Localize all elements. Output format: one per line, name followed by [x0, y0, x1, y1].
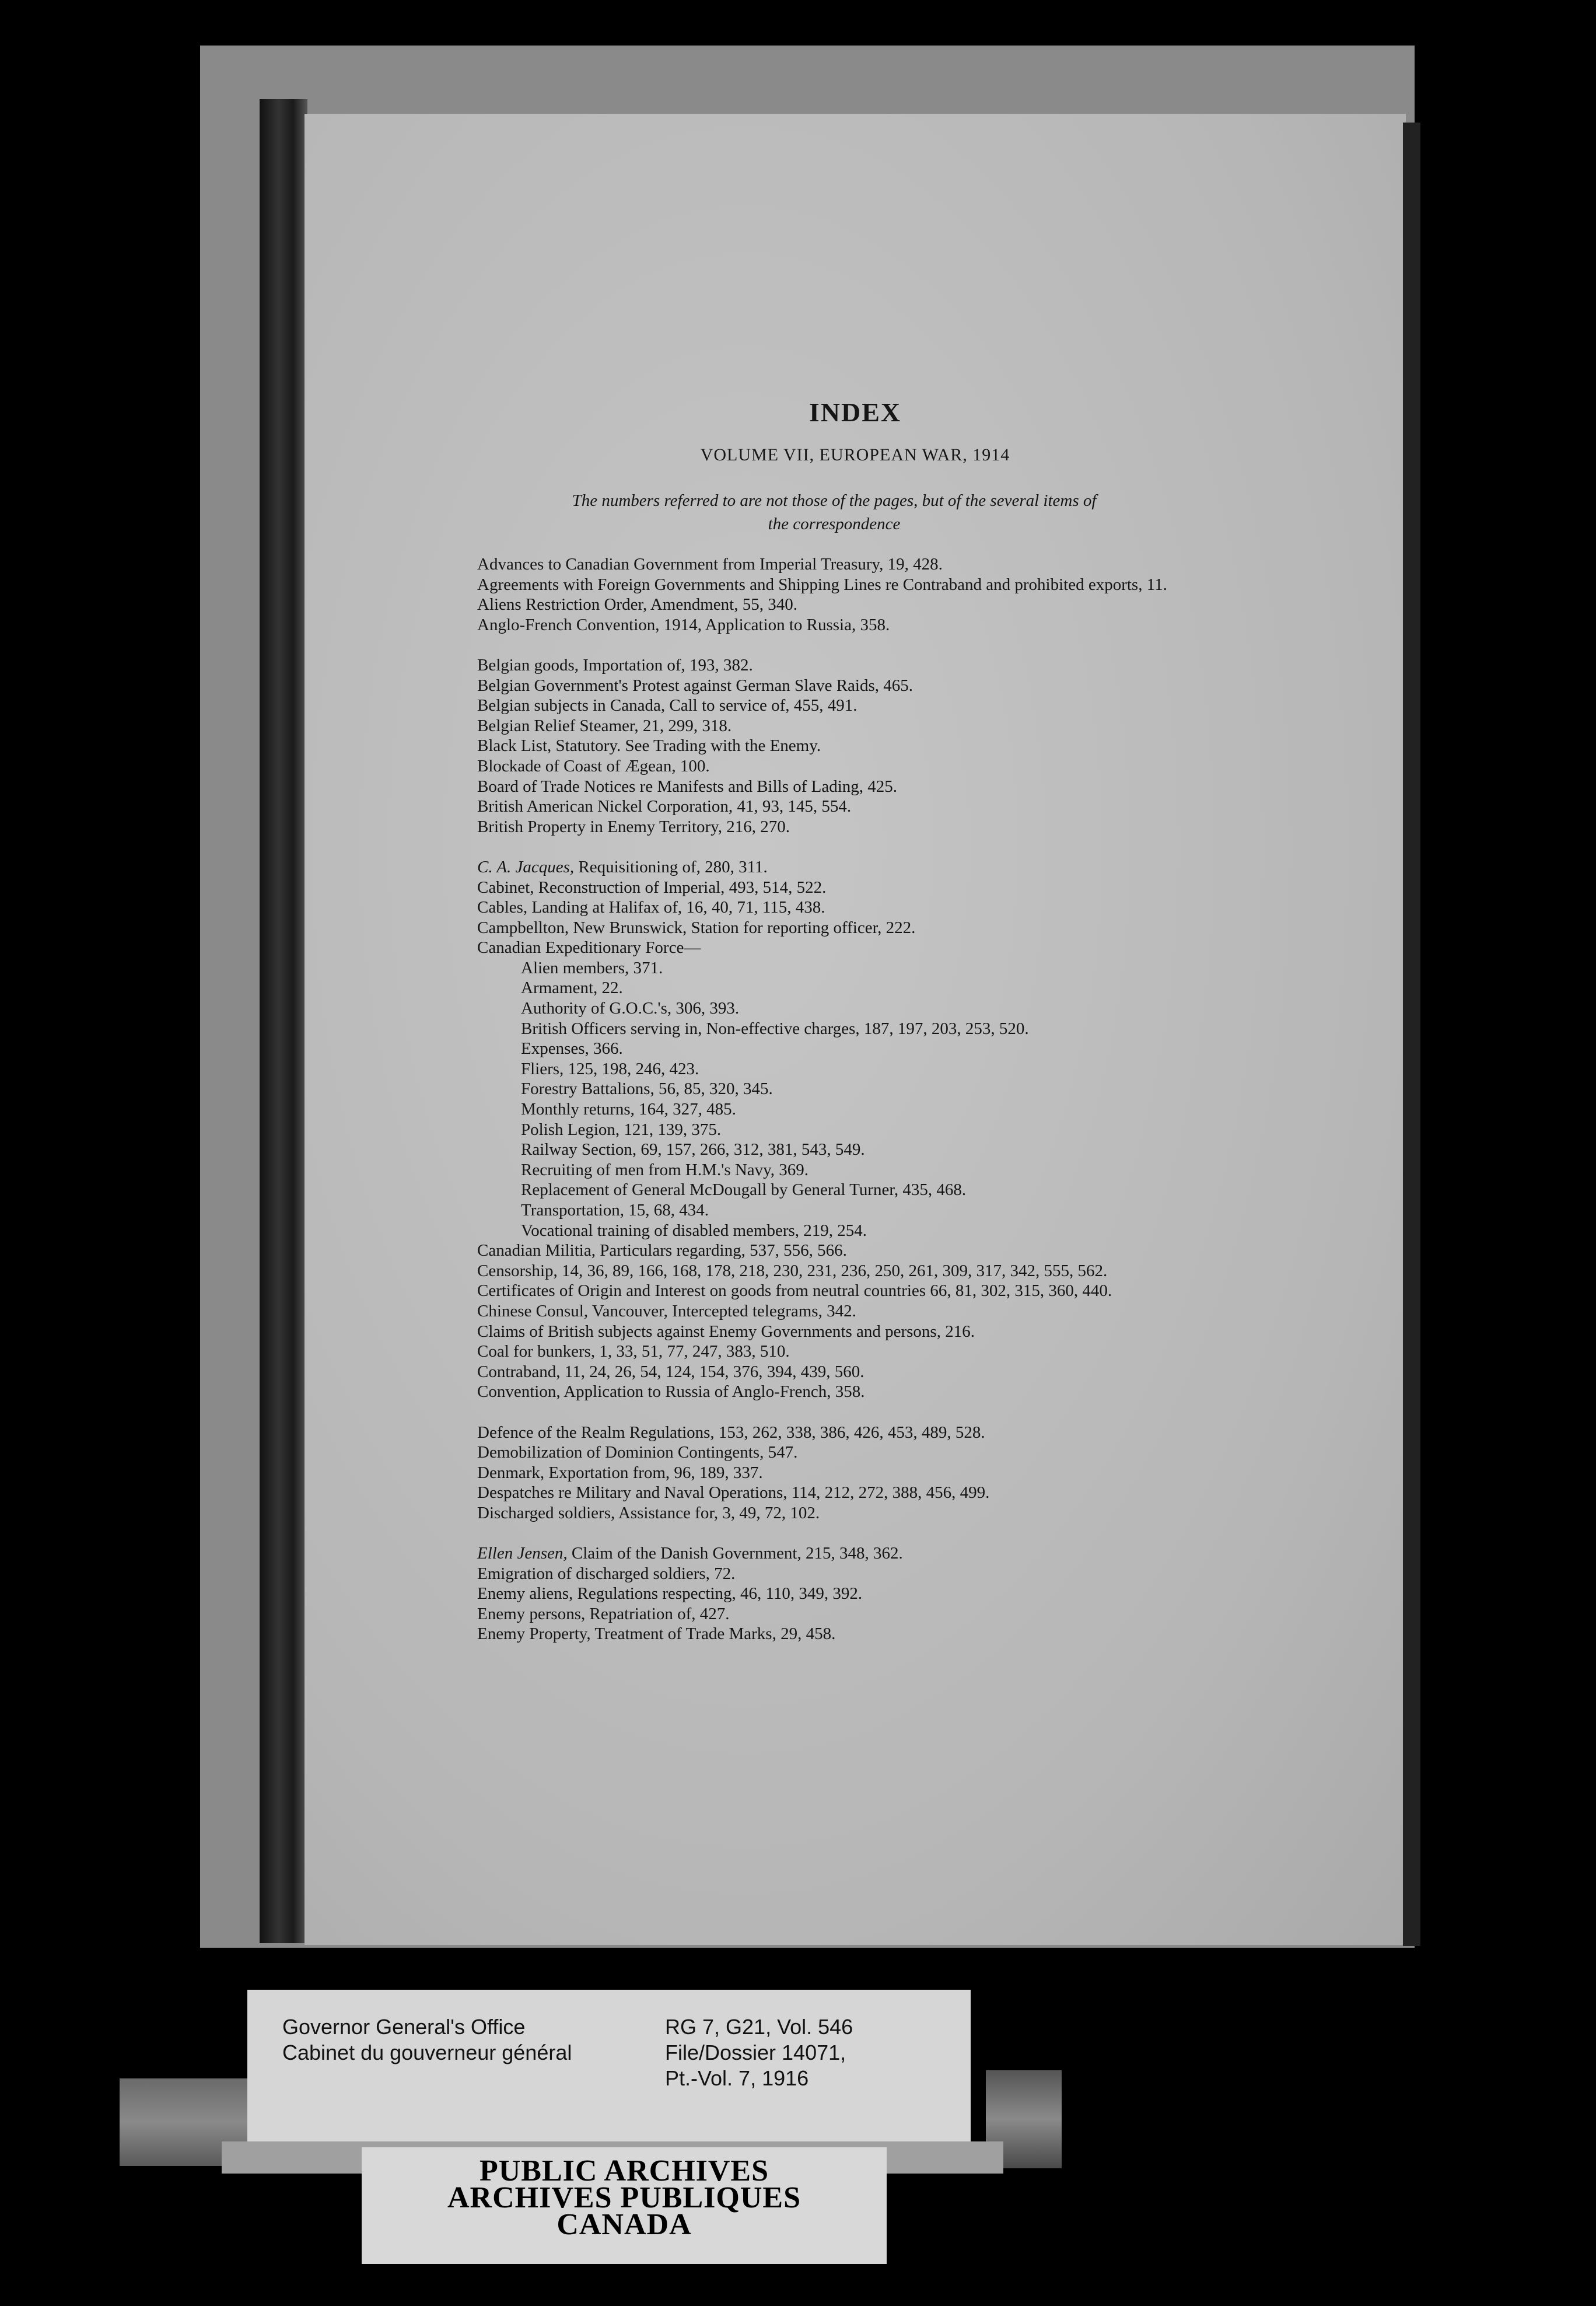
stamp-line: ARCHIVES PUBLIQUES	[447, 2181, 802, 2214]
index-entry: Demobilization of Dominion Contingents, 547.	[477, 1443, 798, 1462]
index-subentry: Railway Section, 69, 157, 266, 312, 381, 543, 549.	[521, 1140, 865, 1159]
index-subentry: Recruiting of men from H.M.'s Navy, 369.	[521, 1160, 809, 1179]
index-entry: Despatches re Military and Naval Operations, 114, 212, 272, 388, 456, 499.	[477, 1483, 990, 1503]
index-entry: Advances to Canadian Government from Imperial Treasury, 19, 428.	[477, 555, 943, 574]
index-list	[477, 554, 1230, 1644]
index-entry	[477, 857, 1230, 878]
index-entry: Black List, Statutory. See Trading with the Enemy.	[477, 736, 821, 756]
index-entry: Belgian subjects in Canada, Call to service of, 455, 491.	[477, 696, 858, 715]
index-entry: Certificates of Origin and Interest on goods from neutral countries 66, 81, 302, 315, 360, 440.	[477, 1281, 1112, 1301]
index-subtitle: VOLUME VII, EUROPEAN WAR, 1914	[700, 445, 1010, 464]
index-note-line: the correspondence	[768, 515, 901, 533]
index-entry: Belgian goods, Importation of, 193, 382.	[477, 655, 753, 675]
index-entry: Discharged soldiers, Assistance for, 3, 49, 72, 102.	[477, 1503, 820, 1522]
index-entry: Coal for bunkers, 1, 33, 51, 77, 247, 383, 510.	[477, 1342, 790, 1361]
index-entry: Enemy persons, Repatriation of, 427.	[477, 1604, 730, 1623]
index-entry: Claims of British subjects against Enemy Governments and persons, 216.	[477, 1322, 975, 1341]
index-subentry: Forestry Battalions, 56, 85, 320, 345.	[521, 1079, 773, 1099]
index-subentry: Transportation, 15, 68, 434.	[521, 1201, 709, 1220]
index-title: INDEX	[808, 397, 902, 427]
index-subentry: British Officers serving in, Non-effective charges, 187, 197, 203, 253, 520.	[521, 1019, 1029, 1038]
index-entry: Cabinet, Reconstruction of Imperial, 493, 514, 522.	[477, 878, 827, 897]
entry-rest: Claim of the Danish Government, 215, 348, 362.	[567, 1544, 903, 1563]
index-entry: Convention, Application to Russia of Anglo-French, 358.	[477, 1382, 865, 1402]
index-entry: Censorship, 14, 36, 89, 166, 168, 178, 218, 230, 231, 236, 250, 261, 309, 317, 342, 555, 562.	[477, 1261, 1108, 1280]
label-office	[282, 2014, 572, 2066]
index-entry: Aliens Restriction Order, Amendment, 55, 340.	[477, 595, 797, 614]
entry-italic-name: Ellen Jensen,	[477, 1544, 568, 1563]
archive-reference-label	[247, 1990, 971, 2141]
stamp-line: CANADA	[556, 2208, 692, 2241]
index-subentry: Armament, 22.	[521, 979, 623, 998]
index-entry: Belgian Government's Protest against German Slave Raids, 465.	[477, 676, 914, 695]
index-subentry: Fliers, 125, 198, 246, 423.	[521, 1059, 699, 1078]
index-entry: Defence of the Realm Regulations, 153, 262, 338, 386, 426, 453, 489, 528.	[477, 1423, 985, 1442]
index-entry: Denmark, Exportation from, 96, 189, 337.	[477, 1463, 763, 1482]
index-note	[473, 489, 1196, 536]
index-entry: British Property in Enemy Territory, 216, 270.	[477, 817, 790, 836]
page-right-edge	[1403, 123, 1420, 1946]
stamp-line: PUBLIC ARCHIVES	[479, 2154, 769, 2188]
index-entry	[477, 1543, 1230, 1564]
index-note-line: The numbers referred to are not those of the pages, but of the several items of	[572, 491, 1097, 510]
index-entry: Agreements with Foreign Governments and Shipping Lines re Contraband and prohibited exports, 11.	[477, 575, 1167, 594]
index-subentry: Vocational training of disabled members, 219, 254.	[521, 1221, 867, 1240]
entry-rest: Requisitioning of, 280, 311.	[574, 857, 768, 876]
index-entry: Cables, Landing at Halifax of, 16, 40, 71, 115, 438.	[477, 898, 825, 917]
index-subentry: Polish Legion, 121, 139, 375.	[521, 1120, 722, 1139]
label-ref-line: RG 7, G21, Vol. 546	[665, 2015, 853, 2039]
index-entry: Canadian Militia, Particulars regarding, 537, 556, 566.	[477, 1241, 847, 1260]
label-reference	[665, 2014, 853, 2091]
page-binding-shadow	[260, 99, 307, 1943]
index-entry: Campbellton, New Brunswick, Station for reporting officer, 222.	[477, 918, 916, 937]
index-subentry: Replacement of General McDougall by General Turner, 435, 468.	[521, 1180, 967, 1200]
index-entry: Enemy aliens, Regulations respecting, 46, 110, 349, 392.	[477, 1584, 863, 1603]
label-ref-line: File/Dossier 14071,	[665, 2041, 846, 2064]
index-entry: Canadian Expeditionary Force—	[477, 938, 701, 958]
label-office-fr: Cabinet du gouverneur général	[282, 2041, 572, 2064]
public-archives-stamp	[362, 2147, 887, 2264]
index-entry: Emigration of discharged soldiers, 72.	[477, 1564, 736, 1583]
index-entry: British American Nickel Corporation, 41, 93, 145, 554.	[477, 797, 852, 816]
index-entry: Enemy Property, Treatment of Trade Marks, 29, 458.	[477, 1624, 836, 1644]
index-entry: Belgian Relief Steamer, 21, 299, 318.	[477, 716, 732, 735]
label-office-en: Governor General's Office	[282, 2015, 526, 2039]
index-subentry: Monthly returns, 164, 327, 485.	[521, 1100, 736, 1119]
index-entry: Anglo-French Convention, 1914, Application to Russia, 358.	[477, 615, 890, 634]
index-entry: Blockade of Coast of Ægean, 100.	[477, 756, 710, 775]
index-entry: Board of Trade Notices re Manifests and Bills of Lading, 425.	[477, 777, 898, 796]
index-entry: Contraband, 11, 24, 26, 54, 124, 154, 376, 394, 439, 560.	[477, 1362, 864, 1381]
index-subentry: Expenses, 366.	[521, 1039, 623, 1058]
entry-italic-name: C. A. Jacques,	[477, 857, 575, 876]
index-entry: Chinese Consul, Vancouver, Intercepted telegrams, 342.	[477, 1301, 856, 1320]
label-ref-line: Pt.-Vol. 7, 1916	[665, 2066, 809, 2090]
index-subentry: Authority of G.O.C.'s, 306, 393.	[521, 999, 740, 1018]
index-subentry: Alien members, 371.	[521, 958, 663, 977]
